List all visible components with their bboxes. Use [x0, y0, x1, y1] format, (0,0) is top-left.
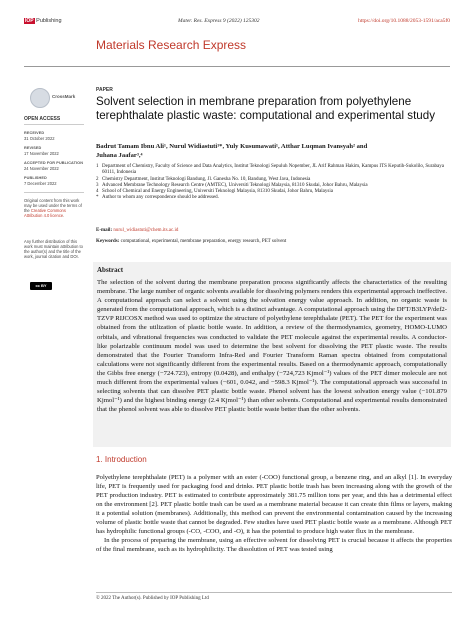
- header-divider: [24, 66, 450, 67]
- attribution-text: Any further distribution of this work must maintain attribution to the author(s) and the title of the work, journal citation and DOI.: [24, 239, 83, 259]
- journal-title: Materials Research Express: [96, 38, 247, 52]
- published-block: [24, 176, 88, 186]
- accepted-date: 24 November 2022: [24, 166, 59, 171]
- paper-type: PAPER: [96, 87, 113, 93]
- intro-paragraph: In the process of preparing the membrane, using an effective solvent for dissolving PET is crucial because it affects the properties of the final membrane, such as its hydrophilicity. The dissolution of PET was tested using: [96, 537, 452, 553]
- sidebar-divider: [24, 124, 84, 125]
- accepted-block: [24, 161, 88, 171]
- revised-block: [24, 146, 88, 156]
- affiliation-item: 4 School of Chemical and Energy Engineering, Universiti Teknologi Malaysia, 81310 Skudai, Johor Bahru, Malaysia: [96, 189, 333, 195]
- doi-link[interactable]: https://doi.org/10.1088/2053-1591/aca5f0: [358, 18, 450, 24]
- journal-citation: Mater. Res. Express 9 (2022) 125302: [178, 18, 260, 24]
- keywords-line: [96, 239, 286, 244]
- cc-by-icon: cc BY: [30, 282, 52, 290]
- sidebar-divider: [24, 192, 84, 193]
- published-label: PUBLISHED: [24, 176, 47, 180]
- received-date: 31 October 2022: [24, 136, 55, 141]
- affiliation-item: 2 Chemistry Department, Institut Teknologi Bandung, Jl. Ganesha No. 10, Bandung, West Java, Indonesia: [96, 176, 311, 182]
- crossmark-label[interactable]: CrossMark: [52, 94, 76, 99]
- affiliations: [96, 164, 452, 202]
- authors-line-2: Juhana Jaafar³,⁴: [96, 152, 143, 159]
- affiliation-item: * Author to whom any correspondence should be addressed.: [96, 195, 219, 201]
- publisher-logo: [24, 18, 62, 24]
- affiliation-item: 3 Advanced Membrane Technology Research Centre (AMTEC), Universiti Teknologi Malaysia, 81310 Skudai, Johor Bahru, Malaysia: [96, 182, 368, 188]
- license-text: Original content from this work may be used under the terms of the Creative Commons Attribution 4.0 licence.: [24, 198, 82, 218]
- email-label: E-mail:: [96, 228, 113, 233]
- abstract-heading: Abstract: [97, 266, 124, 274]
- revised-date: 17 November 2022: [24, 151, 59, 156]
- abstract-text: The selection of the solvent during the membrane preparation process significantly affects the characteristics of the resulting membrane. The large number of organic solvents available for dissolving polymers renders this experimental approach ineffective. A computational approach can select a solvent using the solvation energy value approach. In addition, no organic waste is generated from the computational approach, which is a distinct advantage. A computational approach using the DFT/B3LYP/def2-TZVP RIJCOSX method was used to optimize the structure of polyethylene terephthalate (PET). The PET for the experiment was obtained from the utilization of plastic bottle waste. In addition, a review of the thermodynamics, geometry, HOMO-LUMO orbitals, and vibrational frequencies was conducted to validate the PET molecule against the experimental results. A conductor-like polarizable continuum model was used to determine the best solvent for dissolving the PET plastic waste. The results demonstrated that the Fourier Transform Infra-Red and Fourier Transform Raman spectra obtained from computational calculations were not significantly different from the experimental results. Based on a thermodynamic approach, computationally the Gibbs free energy (−724.723), entropy (0.0428), and enthalpy (−724,723 Kjmol⁻¹) values of the PET dimer molecule are not much different from the experimental values (−601, 0.042, and −598.3 Kjmol⁻¹). The computational approach was successful in selecting solvents that can dissolve PET plastic bottle waste. Phenol solvent has the lowest solvation energy value (−101.879 Kjmol⁻¹) and the highest binding energy (2.4 Kjmol⁻¹) than other solvents. Computational and experimental results demonstrated that the phenol solvent was able to dissolve PET plastic bottle waste better than the other solvents.: [97, 279, 447, 414]
- publisher-badge: IOP: [25, 18, 34, 24]
- keywords-text: computational, experimental, membrane preparation, energy research, PET solvent: [120, 239, 287, 244]
- publisher-name: Publishing: [36, 18, 62, 24]
- article-title: Solvent selection in membrane preparation from polyethylene terephthalate plastic waste: computational and experimental study: [96, 95, 435, 122]
- revised-label: REVISED: [24, 146, 42, 150]
- open-access-label: OPEN ACCESS: [24, 116, 61, 122]
- received-label: RECEIVED: [24, 131, 45, 135]
- keywords-label: Keywords:: [96, 239, 120, 244]
- received-block: [24, 131, 88, 141]
- section-heading: 1. Introduction: [96, 455, 147, 464]
- authors-line-1: Badrut Tamam Ibnu Ali¹, Nurul Widiastuti¹*, Yuly Kusumawati¹, Atthar Luqman Ivansyah² and: [96, 143, 368, 150]
- license-link[interactable]: Creative Commons Attribution 4.0 licence: [24, 208, 66, 218]
- email-line: [96, 228, 178, 233]
- introduction-body: [96, 473, 452, 554]
- author-list: [96, 142, 452, 160]
- footer-divider: [96, 592, 452, 593]
- intro-paragraph: Polyethylene terephthalate (PET) is a polymer with an ester (-COO) functional group, a benzene ring, and an alkyl [1]. In everyday life, PET is frequently used for packaging food and drinks. PET plastic bottle trash has been increasing along with the growth of the PET production industry. PET is estimated to contribute approximately 381.75 million tons per year, and this has a detrimental effect on the environment [2]. PET plastic bottle trash can be used as a membrane material because it can create thin films or layers, making it a potential solution (membranes). Additionally, this method can prevent the environmental contamination caused by the increasing volume of plastic bottle waste that cannot be degraded. Few studies have used PET plastic bottle waste as a membrane. Although PET has hydrophilic functional groups (-CO, -COO, and -O), it has the potential to produce high water flux in the membrane.: [96, 474, 452, 535]
- affiliation-item: 1 Department of Chemistry, Faculty of Science and Data Analytics, Institut Teknologi Sepuluh Nopember, JL Arif Rahman Hakim, Kampus ITS Keputih-Sukolilo, Surabaya 60111, Indonesia: [96, 164, 444, 176]
- crossmark-icon[interactable]: [30, 88, 50, 108]
- copyright: © 2022 The Author(s). Published by IOP Publishing Ltd: [96, 596, 209, 601]
- accepted-label: ACCEPTED FOR PUBLICATION: [24, 161, 84, 165]
- email-link[interactable]: nurul_widiastuti@chem.its.ac.id: [113, 228, 179, 233]
- published-date: 7 December 2022: [24, 181, 57, 186]
